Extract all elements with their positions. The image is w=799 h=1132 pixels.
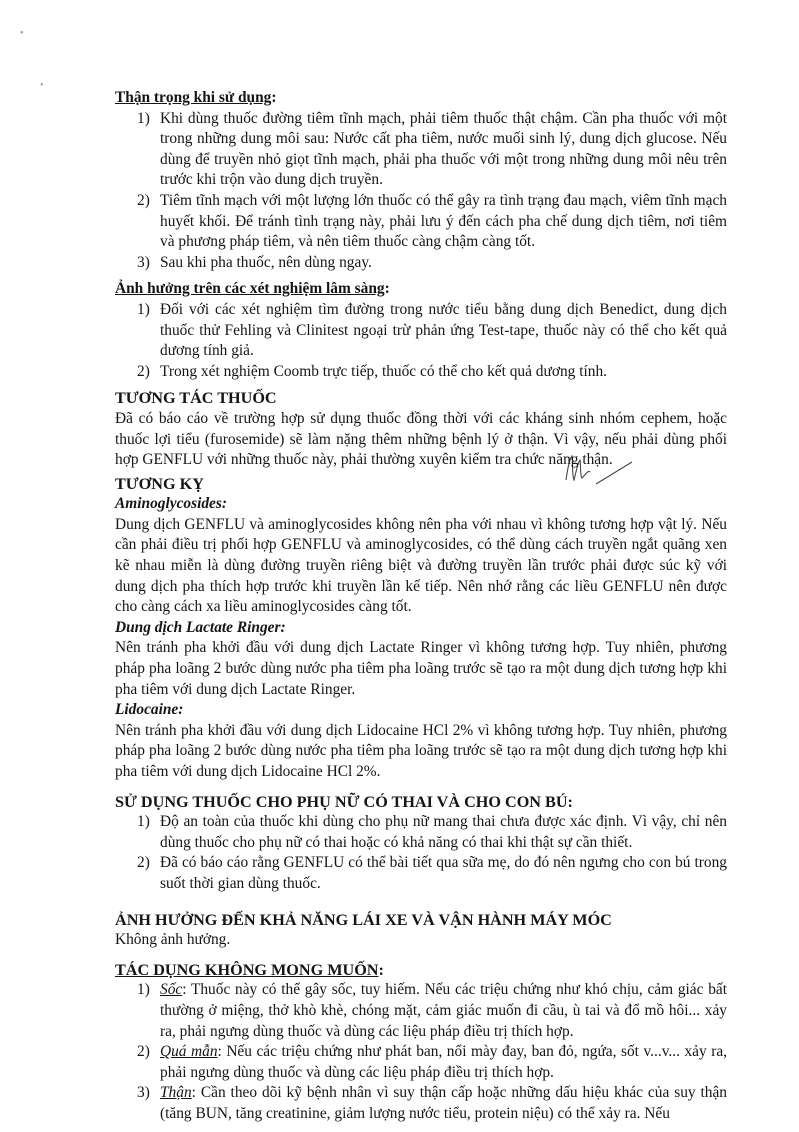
lactate-ringer-subheading: Dung dịch Lactate Ringer: <box>115 618 286 636</box>
driving-body: Không ảnh hưởng. <box>115 931 231 949</box>
list-item: 2) Đã có báo cáo rằng GENFLU có thể bài tiết qua sữa mẹ, do đó nên ngưng cho con bú trong suốt thời gian dùng thuốc. <box>137 854 727 892</box>
side-effects-heading: TÁC DỤNG KHÔNG MONG MUỐN: <box>115 960 384 979</box>
interactions-heading: TƯƠNG TÁC THUỐC <box>115 389 277 408</box>
lidocaine-subheading: Lidocaine: <box>115 701 184 719</box>
list-item: 1) Khi dùng thuốc đường tiêm tĩnh mạch, phải tiêm thuốc thật chậm. Cần pha thuốc với một trong những dung môi sau: Nước cất pha tiêm, nước muối sinh lý, dung dịch glucose. Nếu dùng để truyền nhỏ giọt tĩnh mạch, phải pha thuốc với một trong những dung môi nêu trên trước khi trộn vào dung dịch truyền. <box>137 109 727 189</box>
lab-tests-heading: Ảnh hưởng trên các xét nghiệm lâm sàng: <box>115 280 390 298</box>
scan-speck: • <box>20 28 24 39</box>
driving-heading: ẢNH HƯỞNG ĐẾN KHẢ NĂNG LÁI XE VÀ VẬN HÀNH MÁY MÓC <box>115 910 612 929</box>
aminoglycosides-subheading: Aminoglycosides: <box>115 495 228 513</box>
list-item: 1) Đối với các xét nghiệm tìm đường trong nước tiểu bằng dung dịch Benedict, dung dịch thuốc thử Fehling và Clinitest ngoại trừ phản ứng Test-tape, thuốc này có thể cho kết quả dương tính giả. <box>137 300 727 360</box>
pregnancy-list <box>115 812 727 894</box>
list-item: 1) Độ an toàn của thuốc khi dùng cho phụ nữ mang thai chưa được xác định. Vì vậy, chỉ nên dùng thuốc cho phụ nữ có thai hoặc có khả năng có thai khi thật sự cần thiết. <box>137 813 727 851</box>
precautions-list <box>115 109 727 274</box>
list-item: 2) Trong xét nghiệm Coomb trực tiếp, thuốc có thể cho kết quả dương tính. <box>137 362 608 380</box>
side-effects-list <box>115 980 727 1124</box>
lab-tests-list <box>115 300 727 382</box>
lidocaine-body: Nên tránh pha khởi đầu với dung dịch Lidocaine HCl 2% vì không tương hợp. Tuy nhiên, phương pháp pha loãng 2 bước dùng nước pha tiêm pha loãng trước sẽ tạo ra một dung dịch tương hợp khi pha tiêm với dung dịch Lidocaine HCl 2%. <box>115 721 727 780</box>
aminoglycosides-body: Dung dịch GENFLU và aminoglycosides không nên pha với nhau vì không tương hợp vật lý. Nếu cần phải điều trị phối hợp GENFLU và aminoglycosides, có thể dùng cách truyền ngắt quãng xen kẽ nhau miễn là dùng đường truyền riêng biệt và đường truyền lần trước phải được súc kỹ với dung dịch pha thích hợp trước khi truyền lần kế tiếp. Nên nhớ rằng các liều GENFLU nên được cho càng cách xa liều aminoglycosides càng tốt. <box>115 515 727 616</box>
list-item: 1) Sốc: Thuốc này có thể gây sốc, tuy hiếm. Nếu các triệu chứng như khó chịu, cảm giác bất thường ở miệng, thở khò khè, chóng mặt, cảm giác muốn đi cầu, ù tai và đổ mồ hôi... xảy ra, phải ngưng dùng thuốc và dùng các liệu pháp điều trị thích hợp. <box>137 981 727 1040</box>
lactate-ringer-body: Nên tránh pha khởi đầu với dung dịch Lactate Ringer vì không tương hợp. Tuy nhiên, phương pháp pha loãng 2 bước dùng nước pha tiêm pha loãng trước sẽ tạo ra một dung dịch tương hợp khi pha tiêm với dung dịch Lactate Ringer. <box>115 639 727 698</box>
list-item: 3) Sau khi pha thuốc, nên dùng ngay. <box>137 253 372 271</box>
pregnancy-heading: SỬ DỤNG THUỐC CHO PHỤ NỮ CÓ THAI VÀ CHO CON BÚ: <box>115 792 573 811</box>
incompatibilities-heading: TƯƠNG KỴ <box>115 474 204 493</box>
list-item: 3) Thận: Cần theo dõi kỹ bệnh nhân vì suy thận cấp hoặc những dấu hiệu khác của suy thận (tăng BUN, tăng creatinine, giảm lượng nước tiểu, protein niệu) có thể xảy ra. Nếu <box>137 1084 727 1122</box>
scan-speck: • <box>40 80 44 91</box>
document-page <box>115 88 727 1131</box>
precautions-heading: Thận trọng khi sử dụng: <box>115 89 277 106</box>
interactions-body: Đã có báo cáo về trường hợp sử dụng thuốc đồng thời với các kháng sinh nhóm cephem, hoặc thuốc lợi tiểu (furosemide) sẽ làm nặng thêm những bệnh lý ở thận. Vì vậy, nếu phải dùng phối hợp GENFLU với những thuốc này, phải thường xuyên kiểm tra chức năng thận. <box>115 409 727 469</box>
list-item: 2) Tiêm tĩnh mạch với một lượng lớn thuốc có thể gây ra tình trạng đau mạch, viêm tĩnh mạch huyết khối. Để tránh tình trạng này, phải lưu ý đến cách pha chế dung dịch tiêm, nơi tiêm và phương pháp tiêm, và nên tiêm thuốc càng chậm càng tốt. <box>137 191 727 251</box>
list-item: 2) Quá mẫn: Nếu các triệu chứng như phát ban, nổi mày đay, ban đỏ, ngứa, sốt v...v... xảy ra, phải ngưng dùng thuốc và dùng các liệu pháp điều trị thích hợp. <box>137 1043 727 1081</box>
